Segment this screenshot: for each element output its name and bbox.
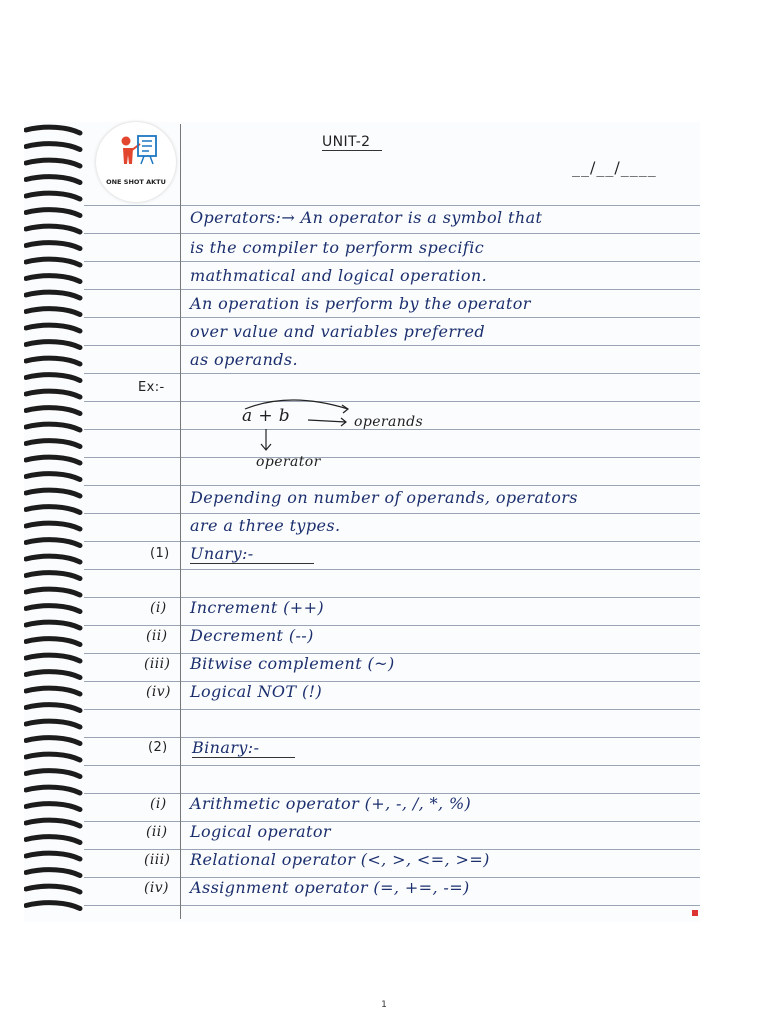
- spiral-loop: [26, 177, 80, 183]
- intro-line-3: mathmatical and logical operation.: [190, 266, 488, 285]
- spiral-loop: [26, 622, 80, 628]
- intro-line-4: An operation is perform by the operator: [190, 294, 531, 313]
- intro-line-2: is the compiler to perform specific: [190, 238, 485, 257]
- spiral-loop: [26, 721, 80, 727]
- types-line-1: Depending on number of operands, operators: [190, 488, 578, 507]
- ruled-line: [84, 345, 700, 346]
- unary-num-3: (iii): [144, 656, 171, 672]
- binary-num-3: (iii): [144, 852, 171, 868]
- unary-num-1: (i): [150, 600, 167, 616]
- teacher-board-icon: [96, 122, 176, 178]
- unit-title: UNIT-2: [322, 134, 382, 151]
- spiral-loop: [26, 325, 80, 331]
- intro-line-1: Operators:→ An operator is a symbol that: [190, 208, 543, 227]
- ruled-line: [84, 513, 700, 514]
- example-expression: a + b: [242, 406, 291, 426]
- spiral-loop: [26, 771, 80, 777]
- spiral-loop: [26, 127, 80, 133]
- spiral-loop: [26, 853, 80, 859]
- spiral-loop: [26, 705, 80, 711]
- spiral-loop: [26, 160, 80, 166]
- spiral-loop: [26, 210, 80, 216]
- unary-item-2: Decrement (--): [190, 626, 314, 645]
- date-field: __/__/____: [572, 158, 657, 177]
- binary-item-2: Logical operator: [190, 822, 331, 841]
- spiral-loop: [26, 193, 80, 199]
- ruled-line: [84, 625, 700, 626]
- binary-item-1: Arithmetic operator (+, -, /, *, %): [190, 794, 472, 813]
- unary-number: (1): [150, 546, 170, 561]
- operands-label: operands: [354, 414, 424, 430]
- spiral-loop: [26, 589, 80, 595]
- logo-text: ONE SHOT AKTU: [106, 178, 166, 186]
- intro-line-6: as operands.: [190, 350, 299, 369]
- unary-num-2: (ii): [146, 628, 168, 644]
- spiral-loop: [26, 474, 80, 480]
- spiral-loop: [26, 507, 80, 513]
- spiral-loop: [26, 358, 80, 364]
- spiral-loop: [26, 738, 80, 744]
- margin-line: [180, 124, 181, 919]
- binary-num-1: (i): [150, 796, 167, 812]
- unary-heading: Unary:-: [190, 544, 314, 564]
- spiral-loop: [26, 820, 80, 826]
- spiral-loop: [26, 556, 80, 562]
- unary-item-4: Logical NOT (!): [190, 682, 323, 701]
- ruled-line: [84, 541, 700, 542]
- spiral-loop: [26, 787, 80, 793]
- operator-label: operator: [256, 454, 321, 470]
- spiral-loop: [26, 457, 80, 463]
- spiral-loop: [26, 259, 80, 265]
- spiral-loop: [26, 490, 80, 496]
- ruled-line: [84, 317, 700, 318]
- spiral-binding: [24, 122, 84, 922]
- spiral-loop: [26, 523, 80, 529]
- ruled-line: [84, 205, 700, 206]
- spiral-loop: [26, 837, 80, 843]
- unary-item-1: Increment (++): [190, 598, 325, 617]
- logo: [96, 122, 176, 202]
- spiral-loop: [26, 870, 80, 876]
- spiral-loop: [26, 606, 80, 612]
- ruled-line: [84, 485, 700, 486]
- example-label: Ex:-: [138, 380, 165, 395]
- spiral-loop: [26, 441, 80, 447]
- unary-item-3: Bitwise complement (~): [190, 654, 395, 673]
- spiral-loop: [26, 655, 80, 661]
- spiral-loop: [26, 144, 80, 150]
- ruled-line: [84, 681, 700, 682]
- spiral-loop: [26, 754, 80, 760]
- spiral-loop: [26, 391, 80, 397]
- ruled-line: [84, 709, 700, 710]
- spiral-loop: [26, 573, 80, 579]
- binary-number: (2): [148, 740, 168, 755]
- spiral-loop: [26, 309, 80, 315]
- operands-arrow: [308, 420, 346, 422]
- spiral-loop: [26, 903, 80, 909]
- ruled-line: [84, 373, 700, 374]
- spiral-loop: [26, 804, 80, 810]
- ruled-line: [84, 765, 700, 766]
- spiral-loop: [26, 243, 80, 249]
- corner-mark: [692, 910, 698, 916]
- spiral-loop: [26, 408, 80, 414]
- spiral-loop: [26, 886, 80, 892]
- binary-num-4: (iv): [144, 880, 169, 896]
- ruled-line: [84, 233, 700, 234]
- unary-num-4: (iv): [146, 684, 171, 700]
- spiral-loop: [26, 375, 80, 381]
- spiral-loop: [26, 226, 80, 232]
- spiral-loop: [26, 639, 80, 645]
- spiral-loop: [26, 292, 80, 298]
- binary-item-3: Relational operator (<, >, <=, >=): [190, 850, 490, 869]
- binary-heading: Binary:-: [192, 738, 295, 758]
- spiral-loop: [26, 424, 80, 430]
- page-number: 1: [381, 1000, 387, 1010]
- ruled-line: [84, 905, 700, 906]
- spiral-loop: [26, 540, 80, 546]
- binary-num-2: (ii): [146, 824, 168, 840]
- spiral-loop: [26, 688, 80, 694]
- spiral-loop: [26, 276, 80, 282]
- ruled-line: [84, 289, 700, 290]
- binary-item-4: Assignment operator (=, +=, -=): [190, 878, 470, 897]
- spiral-loop: [26, 342, 80, 348]
- ruled-line: [84, 261, 700, 262]
- spiral-loop: [26, 672, 80, 678]
- types-line-2: are a three types.: [190, 516, 341, 535]
- ruled-line: [84, 821, 700, 822]
- ruled-line: [84, 597, 700, 598]
- ruled-line: [84, 569, 700, 570]
- intro-line-5: over value and variables preferred: [190, 322, 485, 341]
- ruled-line: [84, 737, 700, 738]
